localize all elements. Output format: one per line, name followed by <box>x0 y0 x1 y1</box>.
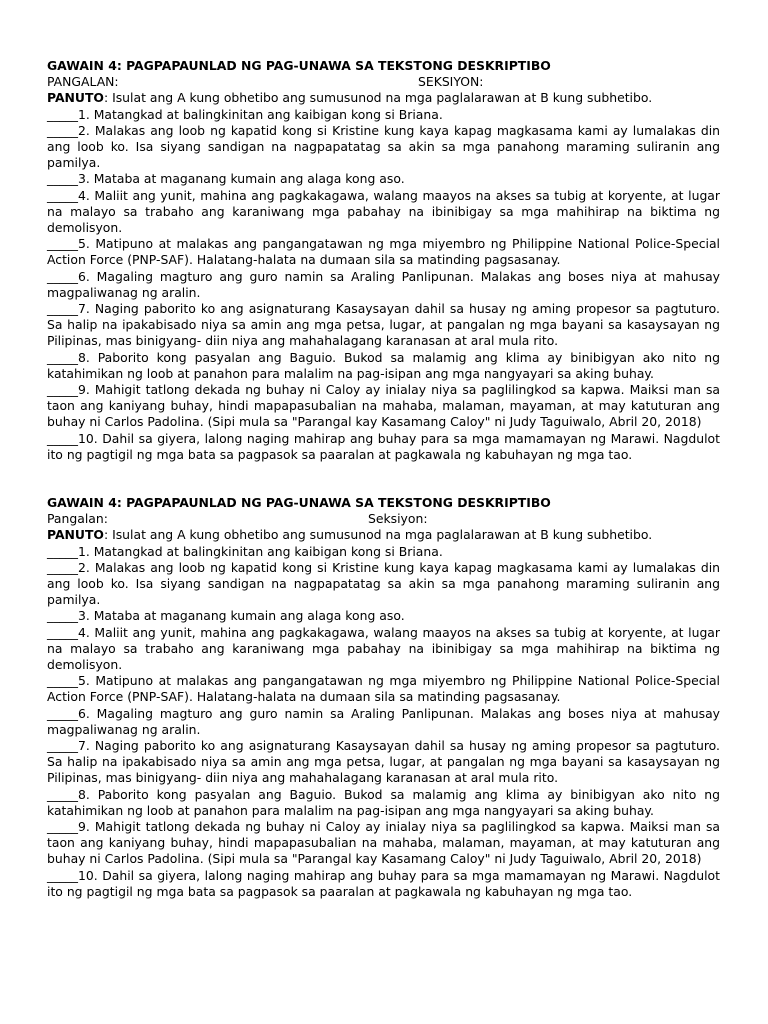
instructions <box>47 90 720 106</box>
item-text: 7. Naging paborito ko ang asignaturang Kasaysayan dahil sa husay ng aming propesor sa pagtuturo. Sa halip na ipakabisado niya sa amin ang mga petsa, lugar, at pangalan ng mga bayani sa kasaysayan ng Pilipinas, mas binigyang- diin niya ang mahahalagang karanasan at aral mula rito. <box>47 301 720 349</box>
answer-blank[interactable]: _____ <box>47 106 78 122</box>
answer-blank[interactable]: _____ <box>47 559 78 575</box>
item-text: 9. Mahigit tatlong dekada ng buhay ni Caloy ay inialay niya sa paglilingkod sa kapwa. Maiksi man sa taon ang kaniyang buhay, hindi mapapasubalian na mahaba, malaman, mayaman, at may katuturan ang buhay ni Carlos Padolina. (Sipi mula sa "Parangal kay Kasamang Caloy" ni Judy Taguiwalo, Abril 20, 2018) <box>47 819 720 867</box>
answer-blank[interactable]: _____ <box>47 268 78 284</box>
instructions-text: : Isulat ang A kung obhetibo ang sumusunod na mga paglalarawan at B kung subhetibo. <box>103 90 653 106</box>
list-item <box>47 706 720 738</box>
worksheet-title: GAWAIN 4: PAGPAPAUNLAD NG PAG-UNAWA SA TEKSTONG DESKRIPTIBO <box>47 495 551 510</box>
answer-blank[interactable]: _____ <box>47 349 78 365</box>
item-text: 6. Magaling magturo ang guro namin sa Araling Panlipunan. Malakas ang boses niya at mahusay magpaliwanag ng aralin. <box>47 705 720 737</box>
item-text: 4. Maliit ang yunit, mahina ang pagkakagawa, walang maayos na akses sa tubig at koryente, at lugar na malayo sa trabaho ang karaniwang mga pabahay na ibinibigay sa mga mahihirap na biktima ng demolisyon. <box>47 624 720 673</box>
list-item <box>47 625 720 674</box>
name-label: PANGALAN: <box>47 74 119 90</box>
list-item <box>47 819 720 868</box>
answer-blank[interactable]: _____ <box>47 187 78 203</box>
answer-blank[interactable]: _____ <box>47 301 78 317</box>
instructions-text: : Isulat ang A kung obhetibo ang sumusunod na mga paglalarawan at B kung subhetibo. <box>103 527 653 543</box>
answer-blank[interactable]: _____ <box>47 171 78 187</box>
section-label: Seksiyon: <box>368 511 428 527</box>
answer-blank[interactable]: _____ <box>47 236 78 252</box>
item-text: 7. Naging paborito ko ang asignaturang Kasaysayan dahil sa husay ng aming propesor sa pagtuturo. Sa halip na ipakabisado niya sa amin ang mga petsa, lugar, at pangalan ng mga bayani sa kasaysayan ng Pilipinas, mas binigyang- diin niya ang mahahalagang karanasan at aral mula rito. <box>47 738 720 786</box>
instructions-heading: PANUTO <box>47 90 104 106</box>
item-text: 1. Matangkad at balingkinitan ang kaibigan kong si Briana. <box>77 543 443 559</box>
item-text: 2. Malakas ang loob ng kapatid kong si Kristine kung kaya kapag magkasama kami ay lumalakas din ang loob ko. Isa siyang sandigan na nagpapatatag sa akin sa mga panahong maraming suliranin ang pamilya. <box>47 122 720 171</box>
answer-blank[interactable]: _____ <box>47 624 78 640</box>
list-item <box>47 188 720 237</box>
list-item <box>47 107 720 123</box>
list-item <box>47 431 720 463</box>
item-text: 5. Matipuno at malakas ang pangangatawan ng mga miyembro ng Philippine National Police-Special Action Force (PNP-SAF). Halatang-halata na dumaan sila sa matinding pagsasanay. <box>47 673 720 705</box>
item-text: 2. Malakas ang loob ng kapatid kong si Kristine kung kaya kapag magkasama kami ay lumalakas din ang loob ko. Isa siyang sandigan na nagpapatatag sa akin sa mga panahong maraming suliranin ang pamilya. <box>47 559 720 608</box>
list-item <box>47 608 720 624</box>
name-label: Pangalan: <box>47 511 108 527</box>
section-label: SEKSIYON: <box>418 74 484 90</box>
worksheet-title: GAWAIN 4: PAGPAPAUNLAD NG PAG-UNAWA SA TEKSTONG DESKRIPTIBO <box>47 58 551 73</box>
answer-blank[interactable]: _____ <box>47 786 78 802</box>
list-item <box>47 738 720 787</box>
item-text: 3. Mataba at maganang kumain ang alaga kong aso. <box>77 171 405 187</box>
list-item <box>47 544 720 560</box>
list-item <box>47 301 720 350</box>
name-section-row <box>47 511 720 527</box>
instructions-heading: PANUTO <box>47 527 104 543</box>
list-item <box>47 560 720 609</box>
list-item <box>47 236 720 268</box>
item-text: 6. Magaling magturo ang guro namin sa Araling Panlipunan. Malakas ang boses niya at mahusay magpaliwanag ng aralin. <box>47 268 720 300</box>
list-item <box>47 868 720 900</box>
list-item <box>47 673 720 705</box>
instructions <box>47 527 720 543</box>
answer-blank[interactable]: _____ <box>47 608 78 624</box>
list-item <box>47 123 720 172</box>
item-text: 4. Maliit ang yunit, mahina ang pagkakagawa, walang maayos na akses sa tubig at koryente, at lugar na malayo sa trabaho ang karaniwang mga pabahay na ibinibigay sa mga mahihirap na biktima ng demolisyon. <box>47 187 720 236</box>
worksheet-1 <box>47 58 720 463</box>
item-text: 5. Matipuno at malakas ang pangangatawan ng mga miyembro ng Philippine National Police-Special Action Force (PNP-SAF). Halatang-halata na dumaan sila sa matinding pagsasanay. <box>47 236 720 268</box>
item-text: 10. Dahil sa giyera, lalong naging mahirap ang buhay para sa mga mamamayan ng Marawi. Nagdulot ito ng pagtigil ng mga bata sa pagpasok sa paaralan at pagkawala ng kabuhayan ng mga tao. <box>47 430 720 462</box>
answer-blank[interactable]: _____ <box>47 738 78 754</box>
item-text: 1. Matangkad at balingkinitan ang kaibigan kong si Briana. <box>77 106 443 122</box>
name-section-row <box>47 74 720 90</box>
answer-blank[interactable]: _____ <box>47 867 78 883</box>
item-text: 9. Mahigit tatlong dekada ng buhay ni Caloy ay inialay niya sa paglilingkod sa kapwa. Maiksi man sa taon ang kaniyang buhay, hindi mapapasubalian na mahaba, malaman, mayaman, at may katuturan ang buhay ni Carlos Padolina. (Sipi mula sa "Parangal kay Kasamang Caloy" ni Judy Taguiwalo, Abril 20, 2018) <box>47 382 720 430</box>
answer-blank[interactable]: _____ <box>47 819 78 835</box>
answer-blank[interactable]: _____ <box>47 543 78 559</box>
list-item <box>47 269 720 301</box>
list-item <box>47 171 720 187</box>
list-item <box>47 787 720 819</box>
item-text: 8. Paborito kong pasyalan ang Baguio. Bukod sa malamig ang klima ay binibigyan ako nito ng katahimikan ng loob at panahon para malalim na pag-isipan ang mga nangyayari sa aking buhay. <box>47 786 720 818</box>
item-text: 8. Paborito kong pasyalan ang Baguio. Bukod sa malamig ang klima ay binibigyan ako nito ng katahimikan ng loob at panahon para malalim na pag-isipan ang mga nangyayari sa aking buhay. <box>47 349 720 381</box>
answer-blank[interactable]: _____ <box>47 673 78 689</box>
item-text: 10. Dahil sa giyera, lalong naging mahirap ang buhay para sa mga mamamayan ng Marawi. Nagdulot ito ng pagtigil ng mga bata sa pagpasok sa paaralan at pagkawala ng kabuhayan ng mga tao. <box>47 867 720 899</box>
answer-blank[interactable]: _____ <box>47 430 78 446</box>
answer-blank[interactable]: _____ <box>47 705 78 721</box>
list-item <box>47 382 720 431</box>
list-item <box>47 350 720 382</box>
answer-blank[interactable]: _____ <box>47 382 78 398</box>
worksheet-2 <box>47 495 720 900</box>
item-text: 3. Mataba at maganang kumain ang alaga kong aso. <box>77 608 405 624</box>
answer-blank[interactable]: _____ <box>47 122 78 138</box>
